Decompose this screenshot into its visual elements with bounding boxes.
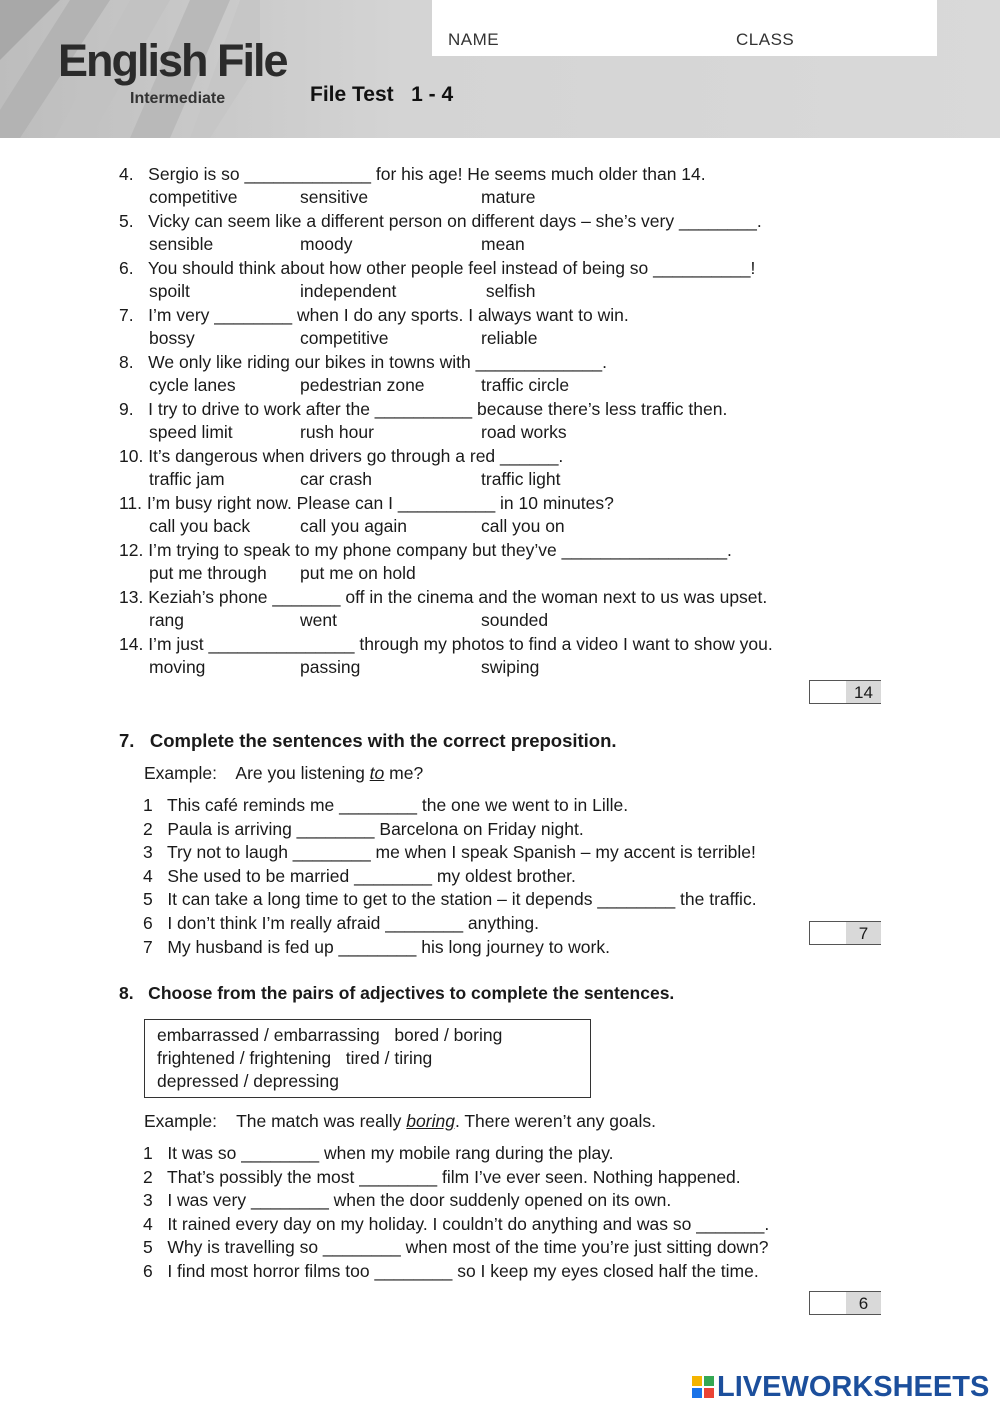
preposition-item: 4 She used to be married ________ my oldest brother.: [143, 865, 576, 886]
answer-option[interactable]: rush hour: [300, 422, 374, 442]
preposition-item: 7 My husband is fed up ________ his long journey to work.: [143, 936, 610, 957]
word-box-line: frightened / frightening tired / tiring: [157, 1048, 433, 1068]
score-blank[interactable]: [810, 681, 847, 703]
preposition-item: 2 Paula is arriving ________ Barcelona on Friday night.: [143, 818, 584, 839]
adjective-item: 2 That’s possibly the most ________ film I’ve ever seen. Nothing happened.: [143, 1166, 741, 1187]
word-box-line: depressed / depressing: [157, 1071, 339, 1091]
preposition-item: 5 It can take a long time to get to the station – it depends ________ the traffic.: [143, 889, 757, 910]
answer-option[interactable]: mature: [481, 187, 536, 207]
answer-option[interactable]: speed limit: [149, 422, 233, 442]
question-text: 6. You should think about how other people feel instead of being so __________!: [119, 258, 756, 278]
preposition-item: 1 This café reminds me ________ the one we went to in Lille.: [143, 795, 629, 815]
score-box-vocabulary: [809, 680, 881, 704]
test-title: File Test 1 - 4: [310, 83, 454, 106]
preposition-item: 3 Try not to laugh ________ me when I speak Spanish – my accent is terrible!: [143, 842, 756, 863]
section-8-heading: 8. Choose from the pairs of adjectives to complete the sentences.: [119, 983, 675, 1003]
answer-option[interactable]: put me through: [149, 563, 267, 583]
adjective-item: 5 Why is travelling so ________ when most of the time you’re just sitting down?: [143, 1237, 769, 1258]
answer-option[interactable]: sensitive: [300, 187, 369, 207]
answer-option[interactable]: sensible: [149, 234, 214, 254]
name-label: NAME: [448, 30, 500, 49]
answer-option[interactable]: bossy: [149, 328, 195, 348]
score-blank[interactable]: [810, 922, 847, 944]
answer-option[interactable]: call you back: [149, 516, 251, 536]
question-text: 12. I’m trying to speak to my phone company but they’ve _________________.: [119, 540, 732, 560]
score-box-section-7: [809, 921, 881, 945]
section-7-example: Example: Are you listening to me?: [144, 763, 424, 783]
adjective-word-box: [144, 1019, 591, 1098]
answer-option[interactable]: rang: [149, 610, 185, 630]
logo-subtitle: Intermediate: [130, 90, 226, 107]
answer-option[interactable]: call you again: [300, 516, 408, 536]
logo-title: English File: [58, 35, 287, 86]
preposition-item: 6 I don’t think I’m really afraid ________ anything.: [143, 913, 539, 933]
word-box-line: embarrassed / embarrassing bored / boring: [157, 1025, 503, 1045]
adjective-item: 3 I was very ________ when the door suddenly opened on its own.: [143, 1190, 672, 1211]
question-text: 4. Sergio is so _____________ for his age! He seems much older than 14.: [119, 164, 706, 184]
adjective-item: 1 It was so ________ when my mobile rang during the play.: [143, 1143, 614, 1163]
answer-option[interactable]: went: [300, 610, 337, 630]
question-text: 9. I try to drive to work after the __________ because there’s less traffic then.: [119, 399, 728, 419]
question-text: 13. Keziah’s phone _______ off in the cinema and the woman next to us was upset.: [119, 587, 768, 607]
question-text: 14. I’m just _______________ through my photos to find a video I want to show you.: [119, 634, 773, 654]
answer-option[interactable]: traffic light: [481, 469, 561, 489]
answer-option[interactable]: put me on hold: [300, 563, 416, 583]
section-8-example: Example: The match was really boring. There weren’t any goals.: [144, 1111, 656, 1131]
answer-option[interactable]: traffic jam: [149, 469, 225, 489]
score-total: 6: [846, 1292, 881, 1314]
class-label: CLASS: [736, 30, 795, 49]
answer-option[interactable]: traffic circle: [481, 375, 570, 395]
score-total: 14: [846, 681, 881, 703]
answer-option[interactable]: call you on: [481, 516, 565, 536]
question-text: 5. Vicky can seem like a different person on different days – she’s very ________.: [119, 211, 762, 231]
answer-option[interactable]: pedestrian zone: [300, 375, 425, 395]
question-text: 11. I’m busy right now. Please can I __________ in 10 minutes?: [119, 493, 614, 513]
liveworksheets-icon: [692, 1376, 714, 1398]
score-box-section-8: [809, 1291, 881, 1315]
answer-option[interactable]: cycle lanes: [149, 375, 236, 395]
name-class-box: [432, 0, 937, 56]
answer-option[interactable]: reliable: [481, 328, 538, 348]
liveworksheets-logo: [692, 1372, 989, 1402]
page-header: [0, 0, 1000, 138]
question-text: 10. It’s dangerous when drivers go through a red ______.: [119, 446, 564, 466]
answer-option[interactable]: swiping: [481, 657, 540, 677]
answer-option[interactable]: moody: [300, 234, 353, 254]
score-total: 7: [846, 922, 881, 944]
answer-option[interactable]: selfish: [481, 281, 536, 301]
answer-option[interactable]: sounded: [481, 610, 549, 630]
answer-option[interactable]: mean: [481, 234, 525, 254]
question-text: 7. I’m very ________ when I do any sports. I always want to win.: [119, 305, 629, 325]
adjective-item: 6 I find most horror films too ________ so I keep my eyes closed half the time.: [143, 1261, 759, 1281]
answer-option[interactable]: moving: [149, 657, 206, 677]
example-answer: to: [369, 763, 385, 783]
liveworksheets-text: LIVEWORKSHEETS: [717, 1370, 990, 1403]
answer-option[interactable]: independent: [300, 281, 397, 301]
answer-option[interactable]: spoilt: [149, 281, 190, 301]
answer-option[interactable]: competitive: [149, 187, 238, 207]
score-blank[interactable]: [810, 1292, 847, 1314]
question-text: 8. We only like riding our bikes in towns with _____________.: [119, 352, 608, 372]
answer-option[interactable]: road works: [481, 422, 567, 442]
section-7-heading: 7. Complete the sentences with the correct preposition.: [119, 730, 617, 751]
adjective-item: 4 It rained every day on my holiday. I couldn’t do anything and was so _______.: [143, 1213, 770, 1234]
answer-option[interactable]: competitive: [300, 328, 389, 348]
example-answer: boring: [406, 1111, 455, 1131]
answer-option[interactable]: passing: [300, 657, 361, 677]
answer-option[interactable]: car crash: [300, 469, 372, 489]
